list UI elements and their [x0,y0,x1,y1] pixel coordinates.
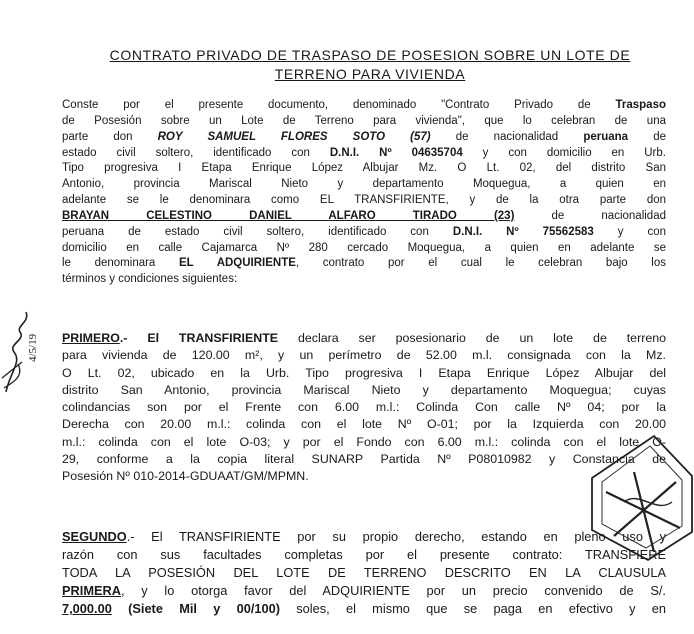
title-line-1: CONTRATO PRIVADO DE TRASPASO DE POSESION SOBRE UN LOTE DE [109,47,631,63]
text-span: .- El TRANSFIRIENTE por su propio derecho, estando en pleno uso y [126,529,666,544]
clause-line [62,330,666,347]
price-words: (Siete Mil y 00/100) [111,601,281,617]
intro-line [62,130,666,146]
intro-line [62,98,666,114]
intro-line [62,256,666,272]
clause-line: distrito San Antonio, provincia Mariscal Nieto y departamento Moquegua; cuyas [62,382,666,397]
clause-line: 29, conforme a la copia literal SUNARP Partida Nº P08010982 y Constancia de [62,452,666,467]
transferor-dni: D.N.I. Nº 04635704 [329,146,463,159]
price-amount: 7,000.00 [62,601,112,617]
clause-line [62,582,666,600]
clause-segundo [62,528,666,618]
text-span-bold: El TRANSFIRIENTE [147,331,279,345]
margin-handwritten-date: 4/5/19 [27,333,39,362]
clause-line: m.l.: colinda con el lote O-03; y por el Fondo con 6.00 m.l.: colinda con el lote O- [62,434,666,449]
notary-stamp [584,432,694,562]
text-span: le denominara [62,257,179,270]
intro-line: domicilio en calle Cajamarca Nº 280 cercado Moquegua, a quien en adelante se [62,241,666,254]
transferor-role: EL TRANSFIRIENTE [319,194,446,207]
text-span: , y lo otorga favor del ADQUIRIENTE por un precio convenido de S/. [121,583,666,599]
clause-line [62,600,666,618]
clause-line: colindancias son por el Frente con 6.00 m.l.: Colinda Con calle Nº 04; por la [62,400,666,415]
title-line-2: TERRENO PARA VIVIENDA [274,66,466,82]
intro-line: Antonio, provincia Mariscal Nieto y departamento Moquegua, a quien en [62,178,666,191]
text-span: de [628,130,666,143]
clause-line: TODA LA POSESIÓN DEL LOTE DE TERRENO DESCRITO EN LA CLAUSULA [62,565,666,581]
clause-line: Posesión Nº 010-2014-GDUAAT/GM/MPMN. [62,469,309,484]
clause-line: O Lt. 02, ubicado en la Urb. Tipo progresiva I Etapa Enrique López Albujar del [62,365,666,380]
text-span: Conste por el presente documento, denominado "Contrato Privado de [62,99,616,111]
text-span: adelante se le denominara como [62,194,320,207]
intro-line: Tipo progresiva I Etapa Enrique López Albujar Mz. O Lt. 02, del distrito San [62,162,666,175]
text-span: y con [593,225,666,238]
text-span: declara ser posesionario de un lote de terreno [278,331,666,345]
margin-signature [0,292,44,402]
clause-line [62,528,666,546]
text-span: y con domicilio en Urb. [462,146,666,159]
text-span: , y de la otra parte don [445,194,666,207]
text-span: de nacionalidad [514,209,666,222]
text-span: peruana de estado civil soltero, identificado con [62,225,453,238]
text-span: estado civil soltero, identificado con [62,146,330,159]
clause-line: Derecha con 20.00 m.l.: colinda con el lote Nº O-01; por la Izquierda con 20.00 [62,417,666,432]
intro-line: de Posesión sobre un Lote de Terreno para vivienda", que lo celebran de una [62,114,666,127]
clause-heading: SEGUNDO [62,529,127,544]
intro-paragraph [62,98,666,288]
clause-line: para vivienda de 120.00 m², y un perímetro de 52.00 m.l. consignada con la Mz. [62,348,666,363]
intro-line: términos y condiciones siguientes: [62,273,238,286]
transferor-name: ROY SAMUEL FLORES SOTO (57) [157,130,431,143]
text-span-bold: Traspaso [615,99,666,111]
intro-line [62,146,666,162]
clause-reference: PRIMERA [62,583,122,599]
acquirer-role: EL ADQUIRIENTE [178,257,296,270]
text-span: de nacionalidad [430,130,584,143]
clause-primero [62,330,666,486]
text-span: , contrato por el cual le celebran bajo los [295,257,666,270]
text-span: soles, el mismo que se paga en efectivo y en [280,601,666,617]
clause-line: razón con sus facultades completas por el presente contrato: TRANSFIERE [62,547,666,563]
text-span-bold: .- [119,331,148,345]
clause-heading: PRIMERO [62,331,120,345]
acquirer-dni: D.N.I. Nº 75562583 [452,225,594,238]
text-span-bold: peruana [583,130,629,143]
intro-line [62,209,666,225]
acquirer-name: BRAYAN CELESTINO DANIEL ALFARO TIRADO (23) [62,209,515,222]
document-title [40,46,694,84]
intro-line [62,225,666,241]
intro-line [62,193,666,209]
text-span: parte don [62,130,158,143]
